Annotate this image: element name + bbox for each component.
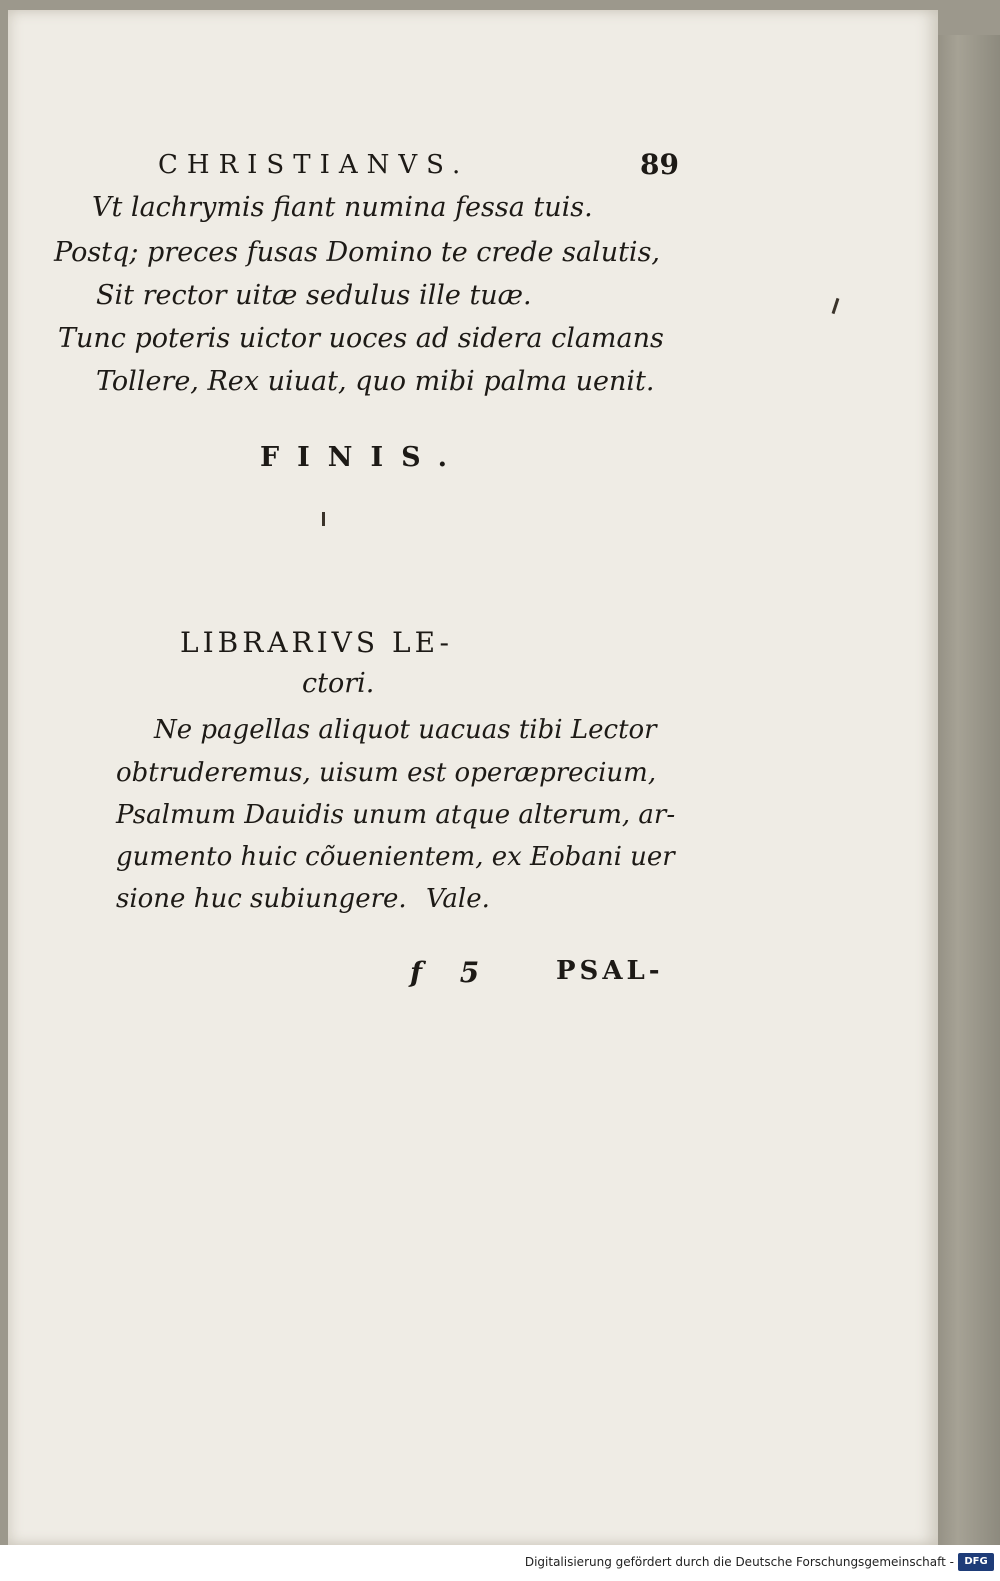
address-heading: ctori.	[302, 668, 375, 699]
running-title: CHRISTIANVS.	[158, 150, 470, 180]
address-line: Psalmum Dauidis unum atque alterum, ar-	[116, 800, 676, 830]
book-page	[8, 10, 938, 1545]
footer-bar	[0, 1545, 1000, 1581]
address-line: Ne pagellas aliquot uacuas tibi Lector	[154, 715, 657, 745]
poem-line: Vt lachrymis fiant numina fessa tuis.	[92, 192, 593, 223]
poem-line: Tunc poteris uictor uoces ad sidera clamans	[58, 323, 664, 354]
poem-line: Sit rector uitæ sedulus ille tuæ.	[96, 280, 532, 311]
poem-line: Postq; preces fusas Domino te crede salutis,	[54, 237, 661, 268]
address-line: gumento huic cõuenientem, ex Eobani uer	[116, 842, 675, 872]
catchword: PSAL-	[556, 956, 664, 986]
signature-mark: f 5	[410, 956, 494, 989]
ink-mark	[322, 512, 325, 526]
vale: Vale.	[426, 884, 490, 914]
address-heading: LIBRARIVS LE-	[180, 626, 453, 659]
page-number: 89	[640, 148, 679, 181]
finis: FINIS.	[260, 442, 466, 473]
dfg-logo: DFG	[958, 1553, 994, 1571]
footer-credit: Digitalisierung gefördert durch die Deutsche Forschungsgemeinschaft -	[524, 1555, 954, 1569]
poem-line: Tollere, Rex uiuat, quo mibi palma uenit.	[96, 366, 655, 397]
page-edge	[930, 35, 1000, 1545]
address-line: sione huc subiungere.	[116, 884, 407, 914]
address-line: obtruderemus, uisum est operæprecium,	[116, 758, 657, 788]
